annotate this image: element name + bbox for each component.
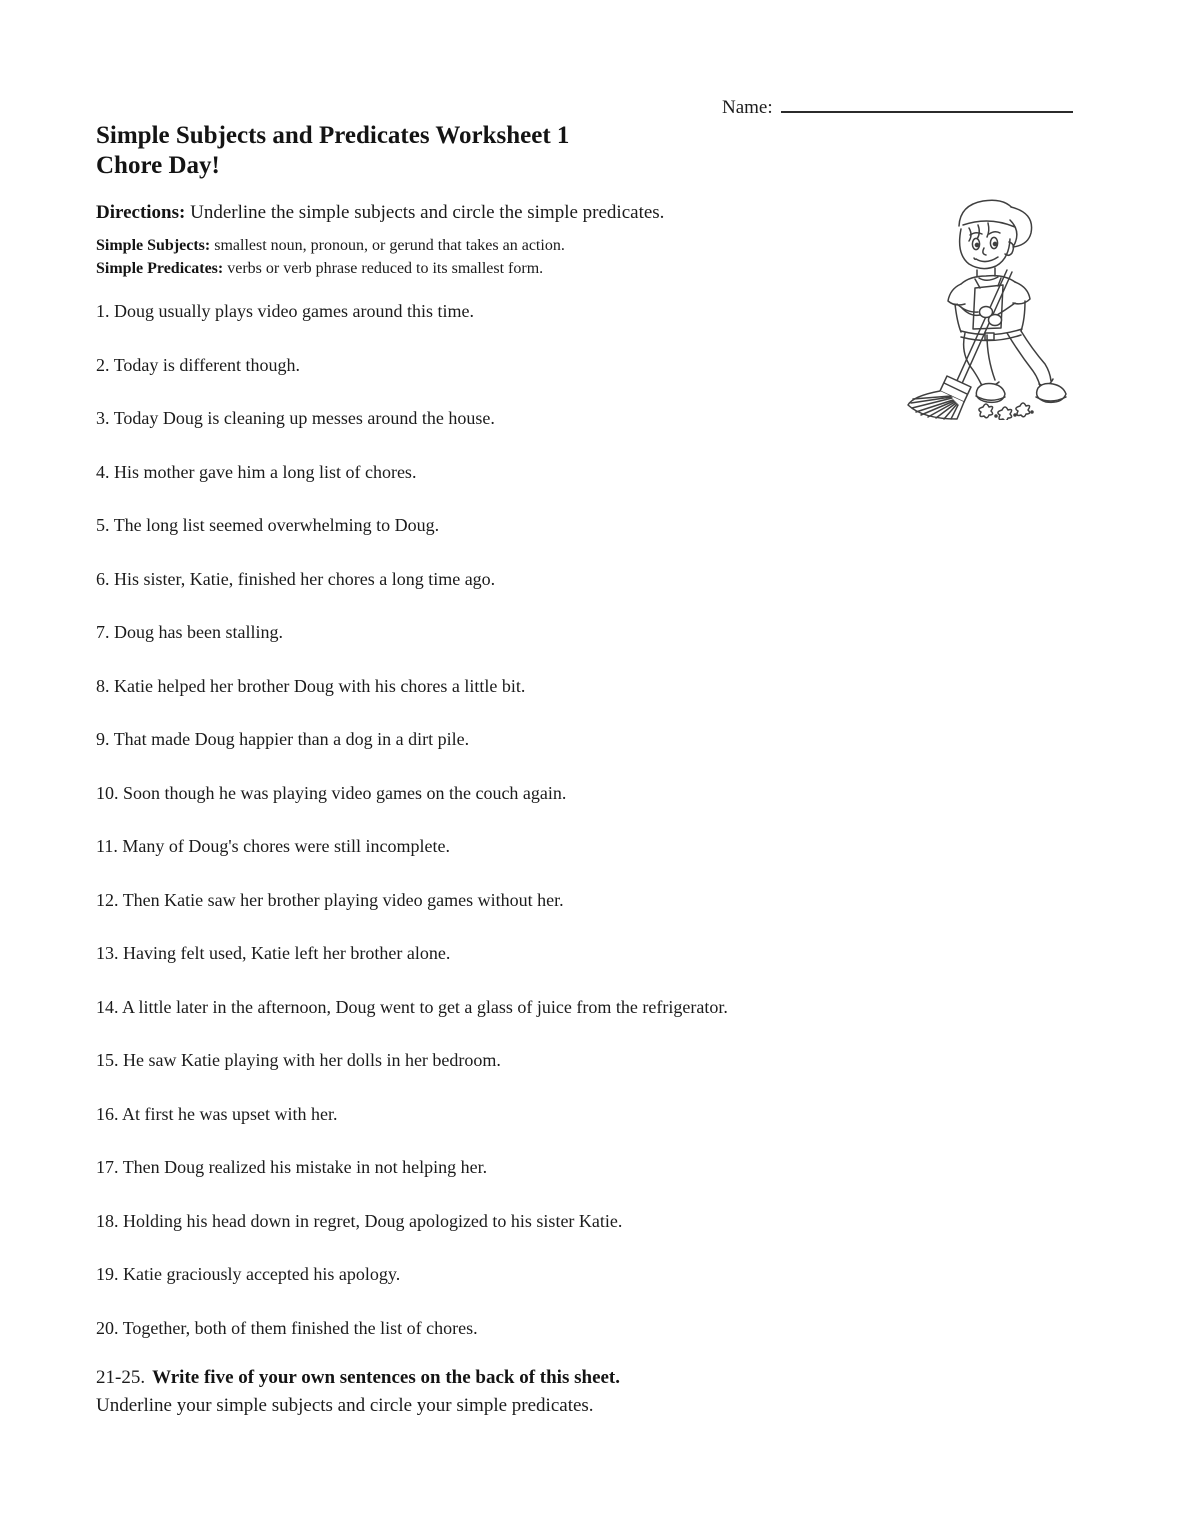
sentence-number: 11. bbox=[96, 836, 118, 856]
name-row bbox=[722, 96, 1073, 119]
simple-predicates-definition bbox=[96, 257, 565, 280]
sentence-number: 13. bbox=[96, 943, 119, 963]
sentence-number: 1. bbox=[96, 301, 110, 321]
footer-line1 bbox=[96, 1364, 620, 1392]
sentence-number: 6. bbox=[96, 568, 110, 589]
sentence-number: 16. bbox=[96, 1103, 119, 1124]
sentence-item bbox=[96, 835, 1016, 857]
sentence-number: 17. bbox=[96, 1157, 119, 1177]
sentence-text: At first he was upset with her. bbox=[122, 1103, 338, 1124]
sentence-text: That made Doug happier than a dog in a dirt pile. bbox=[113, 729, 470, 749]
sentence-text: The long list seemed overwhelming to Doug. bbox=[113, 515, 440, 535]
definitions bbox=[96, 234, 565, 280]
simple-predicates-label: Simple Predicates: bbox=[96, 260, 224, 277]
name-label: Name: bbox=[722, 97, 773, 118]
worksheet-title bbox=[96, 121, 569, 181]
sentence-number: 10. bbox=[96, 782, 119, 803]
directions-line bbox=[96, 202, 664, 224]
sentence-text: His mother gave him a long list of chores. bbox=[114, 461, 417, 482]
footer-range-label: 21-25. bbox=[96, 1367, 146, 1388]
sentence-text: Then Doug realized his mistake in not helping her. bbox=[122, 1157, 488, 1177]
sentence-text: Katie graciously accepted his apology. bbox=[123, 1264, 401, 1284]
sentence-item bbox=[96, 782, 1016, 804]
sentence-item bbox=[96, 461, 1016, 483]
sentence-text: Soon though he was playing video games on the couch again. bbox=[123, 782, 567, 803]
sentence-text: A little later in the afternoon, Doug went to get a glass of juice from the refrigerator. bbox=[122, 996, 728, 1017]
sentence-item bbox=[96, 621, 1016, 643]
sentence-text: Katie helped her brother Doug with his chores a little bit. bbox=[114, 675, 526, 696]
sentence-number: 9. bbox=[96, 729, 110, 749]
sentence-text: Doug usually plays video games around this time. bbox=[114, 301, 474, 321]
sentence-number: 8. bbox=[96, 675, 110, 696]
sentence-number: 14. bbox=[96, 996, 119, 1017]
sentence-text: Many of Doug's chores were still incomplete. bbox=[122, 836, 451, 856]
footer-bold-instruction: Write five of your own sentences on the back of this sheet. bbox=[152, 1367, 621, 1388]
sentence-item bbox=[96, 514, 1016, 536]
sentence-item bbox=[96, 1317, 1016, 1339]
sentence-text: Then Katie saw her brother playing video games without her. bbox=[122, 889, 564, 910]
simple-subjects-label: Simple Subjects: bbox=[96, 237, 211, 254]
simple-subjects-definition bbox=[96, 234, 565, 257]
sentence-text: His sister, Katie, finished her chores a long time ago. bbox=[114, 568, 496, 589]
sentence-list bbox=[96, 300, 1016, 1370]
directions-label: Directions: bbox=[96, 202, 186, 223]
sentence-number: 2. bbox=[96, 354, 110, 375]
sentence-item bbox=[96, 1263, 1016, 1285]
footer-instructions bbox=[96, 1364, 620, 1420]
sentence-item bbox=[96, 1049, 1016, 1071]
sentence-text: Today is different though. bbox=[113, 354, 301, 375]
worksheet-title-line1: Simple Subjects and Predicates Worksheet 1 bbox=[96, 122, 570, 149]
sentence-number: 18. bbox=[96, 1210, 119, 1231]
sentence-text: Having felt used, Katie left her brother alone. bbox=[123, 943, 451, 963]
sentence-number: 15. bbox=[96, 1050, 119, 1070]
sentence-item bbox=[96, 568, 1016, 590]
sentence-item bbox=[96, 1156, 1016, 1178]
sentence-number: 12. bbox=[96, 889, 119, 910]
sentence-number: 3. bbox=[96, 408, 110, 428]
worksheet-title-line2: Chore Day! bbox=[96, 152, 220, 179]
sentence-number: 20. bbox=[96, 1317, 119, 1338]
sentence-number: 19. bbox=[96, 1264, 119, 1284]
sentence-text: Today Doug is cleaning up messes around the house. bbox=[113, 408, 495, 428]
sentence-item bbox=[96, 1103, 1016, 1125]
sentence-item bbox=[96, 1210, 1016, 1232]
sentence-item bbox=[96, 728, 1016, 750]
sentence-text: Holding his head down in regret, Doug apologized to his sister Katie. bbox=[123, 1210, 623, 1231]
sentence-item bbox=[96, 354, 1016, 376]
sentence-number: 5. bbox=[96, 515, 110, 535]
sentence-text: He saw Katie playing with her dolls in her bedroom. bbox=[123, 1050, 501, 1070]
directions-text: Underline the simple subjects and circle the simple predicates. bbox=[190, 202, 665, 223]
sentence-item bbox=[96, 889, 1016, 911]
sentence-text: Doug has been stalling. bbox=[114, 622, 283, 642]
sentence-number: 7. bbox=[96, 622, 110, 642]
sentence-item bbox=[96, 675, 1016, 697]
name-blank-line bbox=[781, 96, 1073, 113]
sentence-item bbox=[96, 942, 1016, 964]
sentence-item bbox=[96, 300, 1016, 322]
footer-line2: Underline your simple subjects and circle your simple predicates. bbox=[96, 1395, 594, 1416]
sentence-item bbox=[96, 407, 1016, 429]
sentence-number: 4. bbox=[96, 461, 110, 482]
sentence-text: Together, both of them finished the list of chores. bbox=[122, 1317, 478, 1338]
simple-subjects-text: smallest noun, pronoun, or gerund that takes an action. bbox=[214, 237, 565, 254]
sentence-item bbox=[96, 996, 1016, 1018]
simple-predicates-text: verbs or verb phrase reduced to its smallest form. bbox=[227, 260, 544, 277]
